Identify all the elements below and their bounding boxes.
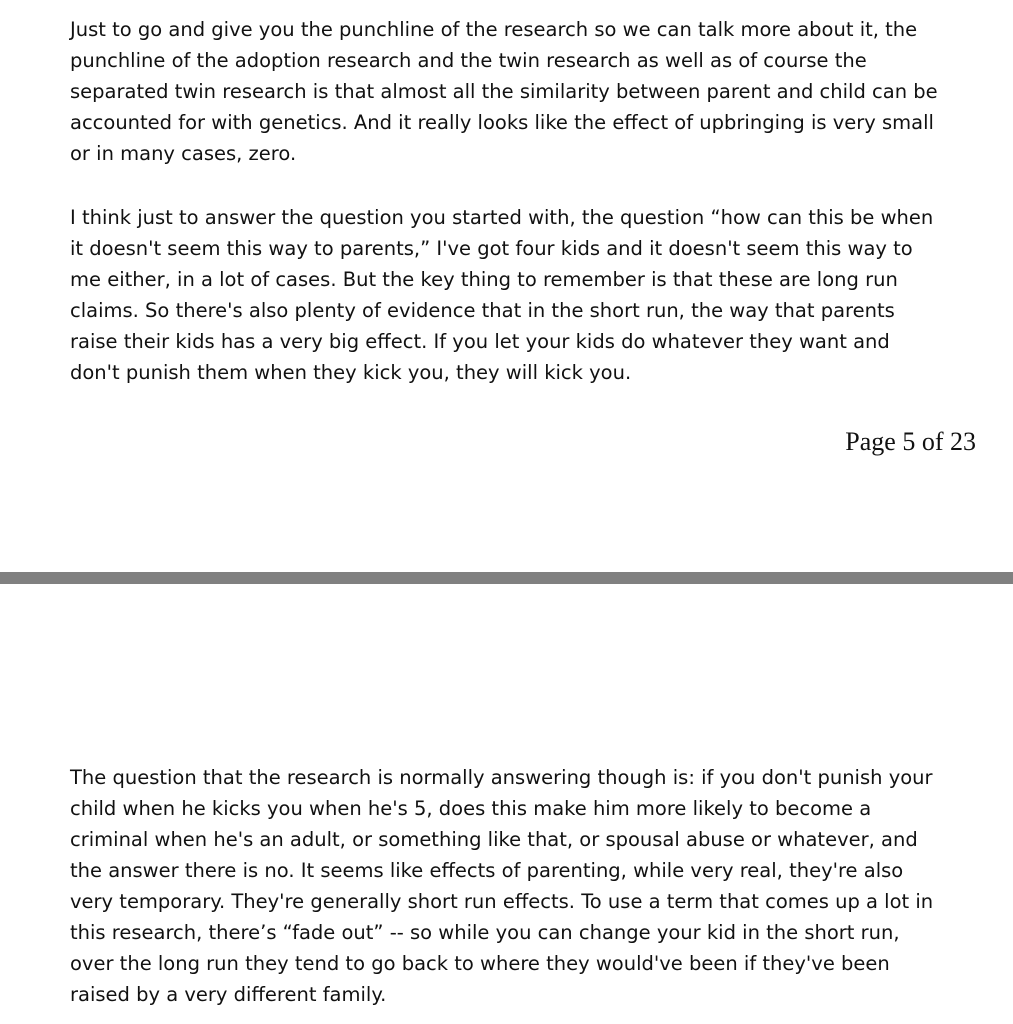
text-line: separated twin research is that almost all the similarity between parent and child can be (70, 80, 938, 103)
text-line: criminal when he's an adult, or something like that, or spousal abuse or whatever, and (70, 828, 918, 851)
paragraph-research-answer (70, 762, 980, 1010)
text-line: me either, in a lot of cases. But the key thing to remember is that these are long run (70, 268, 898, 291)
text-line: it doesn't seem this way to parents,” I've got four kids and it doesn't seem this way to (70, 237, 913, 260)
paragraph-question-answer (70, 202, 980, 388)
text-line: claims. So there's also plenty of evidence that in the short run, the way that parents (70, 299, 895, 322)
text-line: raised by a very different family. (70, 983, 387, 1006)
page-bottom (0, 584, 1013, 1024)
text-line: Just to go and give you the punchline of the research so we can talk more about it, the (70, 18, 918, 41)
text-line: over the long run they tend to go back to where they would've been if they've been (70, 952, 890, 975)
paragraph-punchline (70, 14, 980, 169)
text-line: child when he kicks you when he's 5, does this make him more likely to become a (70, 797, 872, 820)
text-line: I think just to answer the question you started with, the question “how can this be when (70, 206, 934, 229)
text-line: raise their kids has a very big effect. If you let your kids do whatever they want and (70, 330, 890, 353)
text-line: very temporary. They're generally short run effects. To use a term that comes up a lot in (70, 890, 934, 913)
page-separator (0, 572, 1013, 584)
text-line: The question that the research is normally answering though is: if you don't punish your (70, 766, 933, 789)
text-line: don't punish them when they kick you, they will kick you. (70, 361, 632, 384)
text-line: punchline of the adoption research and the twin research as well as of course the (70, 49, 867, 72)
text-line: accounted for with genetics. And it really looks like the effect of upbringing is very small (70, 111, 934, 134)
text-line: the answer there is no. It seems like effects of parenting, while very real, they're also (70, 859, 904, 882)
text-line: or in many cases, zero. (70, 142, 297, 165)
text-line: this research, there’s “fade out” -- so while you can change your kid in the short run, (70, 921, 900, 944)
page-number: Page 5 of 23 (845, 427, 976, 456)
